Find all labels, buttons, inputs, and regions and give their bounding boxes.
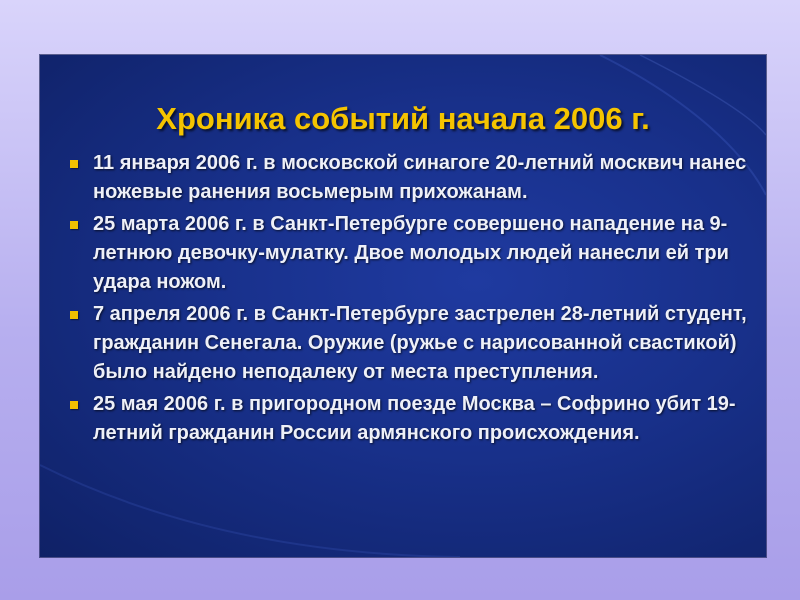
bullet-text: 7 апреля 2006 г. в Санкт-Петербурге застрелен 28-летний студент, гражданин Сенегала. Оружие (ружье с нарисованной свастикой) было найдено неподалеку от места преступления. xyxy=(93,303,747,383)
slide-title: Хроника событий начала 2006 г. xyxy=(156,101,650,136)
square-bullet-icon xyxy=(70,160,78,168)
list-item xyxy=(68,149,748,207)
list-item xyxy=(68,300,748,387)
bullet-list xyxy=(68,149,748,451)
slide xyxy=(40,55,766,557)
bullet-text: 11 января 2006 г. в московской синагоге 20-летний москвич нанес ножевые ранения восьмерым прихожанам. xyxy=(93,152,747,203)
list-item xyxy=(68,390,748,448)
list-item xyxy=(68,210,748,297)
bullet-text: 25 мая 2006 г. в пригородном поезде Москва – Софрино убит 19-летний гражданин России армянского происхождения. xyxy=(93,393,736,444)
bullet-text: 25 марта 2006 г. в Санкт-Петербурге совершено нападение на 9-летнюю девочку-мулатку. Двое молодых людей нанесли ей три удара ножом. xyxy=(93,213,729,293)
square-bullet-icon xyxy=(70,221,78,229)
square-bullet-icon xyxy=(70,401,78,409)
square-bullet-icon xyxy=(70,311,78,319)
